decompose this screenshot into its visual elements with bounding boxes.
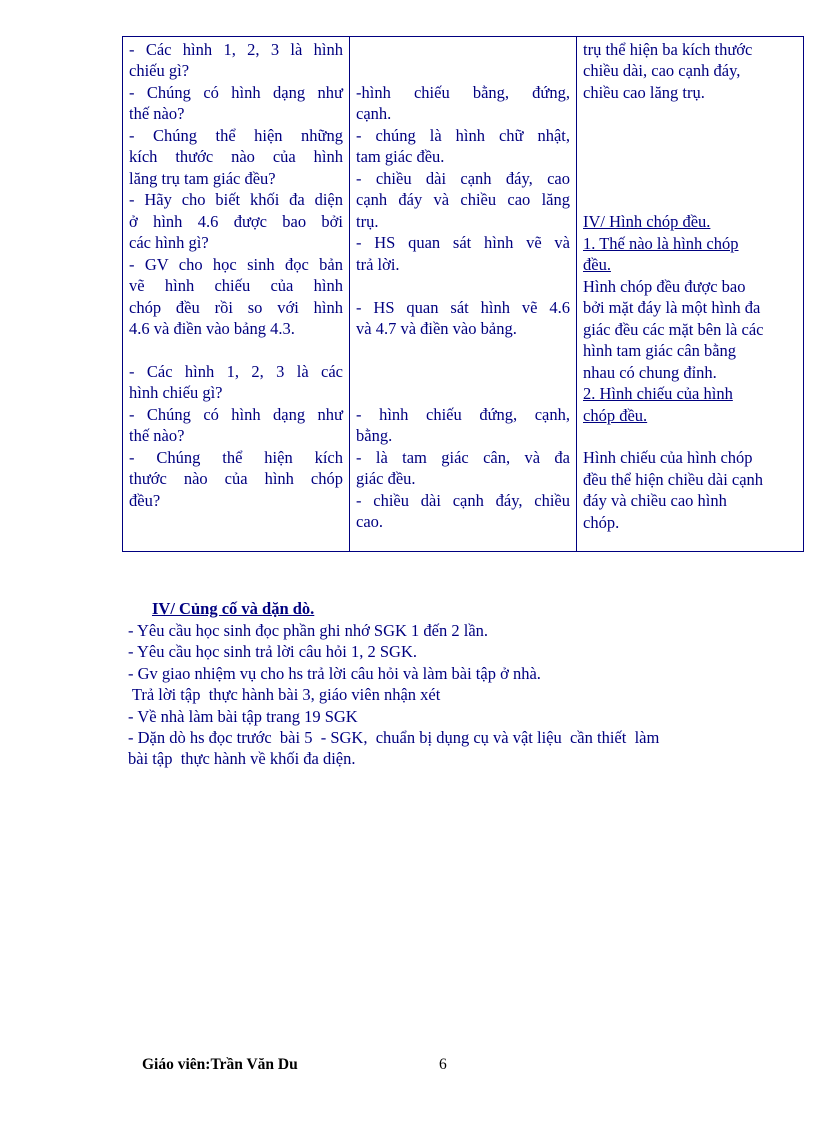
table-line: lăng trụ tam giác đều?: [129, 169, 276, 188]
consolidation-line: - Yêu cầu học sinh trả lời câu hỏi 1, 2 SGK.: [128, 642, 418, 661]
teacher-name: Giáo viên:Trần Văn Du: [142, 1056, 298, 1073]
table-line: - Chúng thể hiện kích: [129, 448, 343, 467]
table-line: đều thể hiện chiều dài cạnh: [583, 470, 764, 489]
content-column: [577, 37, 803, 551]
table-line: - hình chiếu đứng, cạnh,: [356, 405, 570, 424]
table-line: trụ thể hiện ba kích thước: [583, 40, 753, 59]
table-line: cạnh.: [356, 104, 392, 123]
table-line: bằng.: [356, 426, 393, 445]
table-line: các hình gì?: [129, 233, 209, 252]
teacher-activity-column: [123, 37, 350, 551]
table-line: và 4.7 và điền vào bảng.: [356, 319, 517, 338]
student-activity-column: [350, 37, 577, 551]
subsection-heading: 2. Hình chiếu của hình: [583, 384, 733, 403]
table-line: chóp đều rồi so với hình: [129, 298, 343, 317]
lesson-table: [122, 36, 804, 552]
table-line: đáy và chiều cao hình: [583, 491, 727, 510]
table-line: bởi mặt đáy là một hình đa: [583, 298, 761, 317]
subsection-heading: đều.: [583, 255, 611, 274]
consolidation-line: bài tập thực hành về khối đa diện.: [128, 749, 356, 768]
table-line: đều?: [129, 491, 161, 510]
table-line: trả lời.: [356, 255, 400, 274]
table-line: ở hình 4.6 được bao bởi: [129, 212, 343, 231]
section-heading: IV/ Hình chóp đều.: [583, 212, 711, 231]
table-line: cạnh đáy và chiều cao lăng: [356, 190, 570, 209]
page-number: 6: [439, 1056, 447, 1073]
consolidation-line: - Về nhà làm bài tập trang 19 SGK: [128, 707, 358, 726]
table-line: chiều dài, cao cạnh đáy,: [583, 61, 741, 80]
table-line: 4.6 và điền vào bảng 4.3.: [129, 319, 295, 338]
table-line: Hình chiếu của hình chóp: [583, 448, 753, 467]
table-line: - chiều dài cạnh đáy, cao: [356, 169, 570, 188]
consolidation-line: Trả lời tập thực hành bài 3, giáo viên nhận xét: [128, 685, 441, 704]
table-line: Hình chóp đều được bao: [583, 277, 746, 296]
table-line: - Hãy cho biết khối đa diện: [129, 190, 343, 209]
subsection-heading: chóp đều.: [583, 406, 648, 425]
table-line: - chiều dài cạnh đáy, chiều: [356, 491, 570, 510]
consolidation-heading: IV/ Củng cố và dặn dò.: [152, 599, 315, 618]
table-line: - GV cho học sinh đọc bản: [129, 255, 343, 274]
table-line: - Chúng thể hiện những: [129, 126, 343, 145]
table-line: kích thước nào của hình: [129, 147, 343, 166]
consolidation-line: - Dặn dò hs đọc trước bài 5 - SGK, chuẩn bị dụng cụ và vật liệu cần thiết làm: [128, 728, 660, 747]
table-line: - Các hình 1, 2, 3 là các: [129, 362, 343, 381]
table-line: chiều cao lăng trụ.: [583, 83, 705, 102]
table-line: - HS quan sát hình vẽ và: [356, 233, 570, 252]
subsection-heading: 1. Thế nào là hình chóp: [583, 234, 739, 253]
table-line: - Chúng có hình dạng như: [129, 405, 343, 424]
table-line: hình tam giác cân bằng: [583, 341, 737, 360]
table-line: hình chiếu gì?: [129, 383, 223, 402]
table-line: - chúng là hình chữ nhật,: [356, 126, 570, 145]
table-line: chiếu gì?: [129, 61, 190, 80]
table-line: - Các hình 1, 2, 3 là hình: [129, 40, 343, 59]
table-line: trụ.: [356, 212, 379, 231]
table-line: tam giác đều.: [356, 147, 445, 166]
table-line: thước nào của hình chóp: [129, 469, 343, 488]
table-line: thế nào?: [129, 426, 185, 445]
table-line: vẽ hình chiếu của hình: [129, 276, 343, 295]
table-line: cao.: [356, 512, 384, 531]
table-line: chóp.: [583, 513, 620, 532]
table-line: nhau có chung đỉnh.: [583, 363, 717, 382]
consolidation-line: - Gv giao nhiệm vụ cho hs trả lời câu hỏi và làm bài tập ở nhà.: [128, 664, 541, 683]
table-line: giác đều các mặt bên là các: [583, 320, 764, 339]
table-line: giác đều.: [356, 469, 416, 488]
table-line: - Chúng có hình dạng như: [129, 83, 343, 102]
table-line: -hình chiếu bằng, đứng,: [356, 83, 570, 102]
consolidation-line: - Yêu cầu học sinh đọc phần ghi nhớ SGK 1 đến 2 lần.: [128, 621, 489, 640]
table-line: - HS quan sát hình vẽ 4.6: [356, 298, 570, 317]
table-line: - là tam giác cân, và đa: [356, 448, 570, 467]
table-line: thế nào?: [129, 104, 185, 123]
